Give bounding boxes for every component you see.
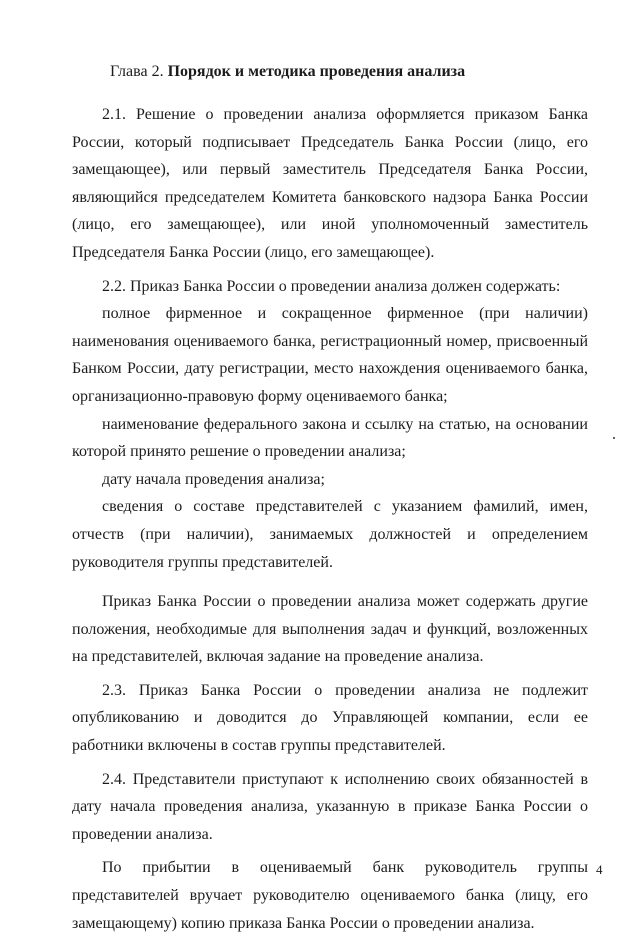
list-item-bank-name: полное фирменное и сокращенное фирменное (при наличии) наименования оцениваемого банка, регистрационный номер, присвоенный Банком России, дату регистрации, место нахождения оцениваемого банка, организационно-правовую форму оцениваемого банка; [72, 305, 588, 405]
page-number: 4 [596, 862, 603, 877]
list-item-federal-law: наименование федерального закона и ссылку на статью, на основании которой принято решение о проведении анализа; [72, 415, 588, 461]
chapter-title: Порядок и методика проведения анализа [167, 63, 466, 80]
chapter-heading [110, 58, 588, 85]
list-item-start-date: дату начала проведения анализа; [102, 470, 325, 488]
paragraph-arrival: По прибытии в оцениваемый банк руководитель группы представителей вручает руководителю оцениваемого банка (лицу, его замещающему) копию приказа Банка России о проведении анализа. [72, 859, 588, 932]
document-page [72, 58, 588, 937]
chapter-prefix: Глава 2. [110, 63, 168, 80]
paragraph-2-1: 2.1. Решение о проведении анализа оформляется приказом Банка России, который подписывает Председатель Банка России (лицо, его замещающее), или первый заместитель Председателя Банка России, являющийся председателем Комитета банковского надзора Банка России (лицо, его замещающее), или иной уполномоченный заместитель Председателя Банка России (лицо, его замещающее). [72, 106, 588, 261]
paragraph-2-2: 2.2. Приказ Банка России о проведении анализа должен содержать: [102, 277, 561, 295]
paragraph-2-4: 2.4. Представители приступают к исполнению своих обязанностей в дату начала проведения анализа, указанную в приказе Банка России о проведении анализа. [72, 770, 588, 843]
scan-speck [613, 437, 615, 439]
paragraph-2-3: 2.3. Приказ Банка России о проведении анализа не подлежит опубликованию и доводится до Управляющей компании, если ее работники включены в состав группы представителей. [72, 681, 588, 755]
paragraph-order-other-provisions: Приказ Банка России о проведении анализа может содержать другие положения, необходимые для выполнения задач и функций, возложенных на представителей, включая задание на проведение анализа. [72, 593, 588, 666]
list-item-representatives: сведения о составе представителей с указанием фамилий, имен, отчеств (при наличии), занимаемых должностей и определением руководителя группы представителей. [72, 498, 588, 571]
